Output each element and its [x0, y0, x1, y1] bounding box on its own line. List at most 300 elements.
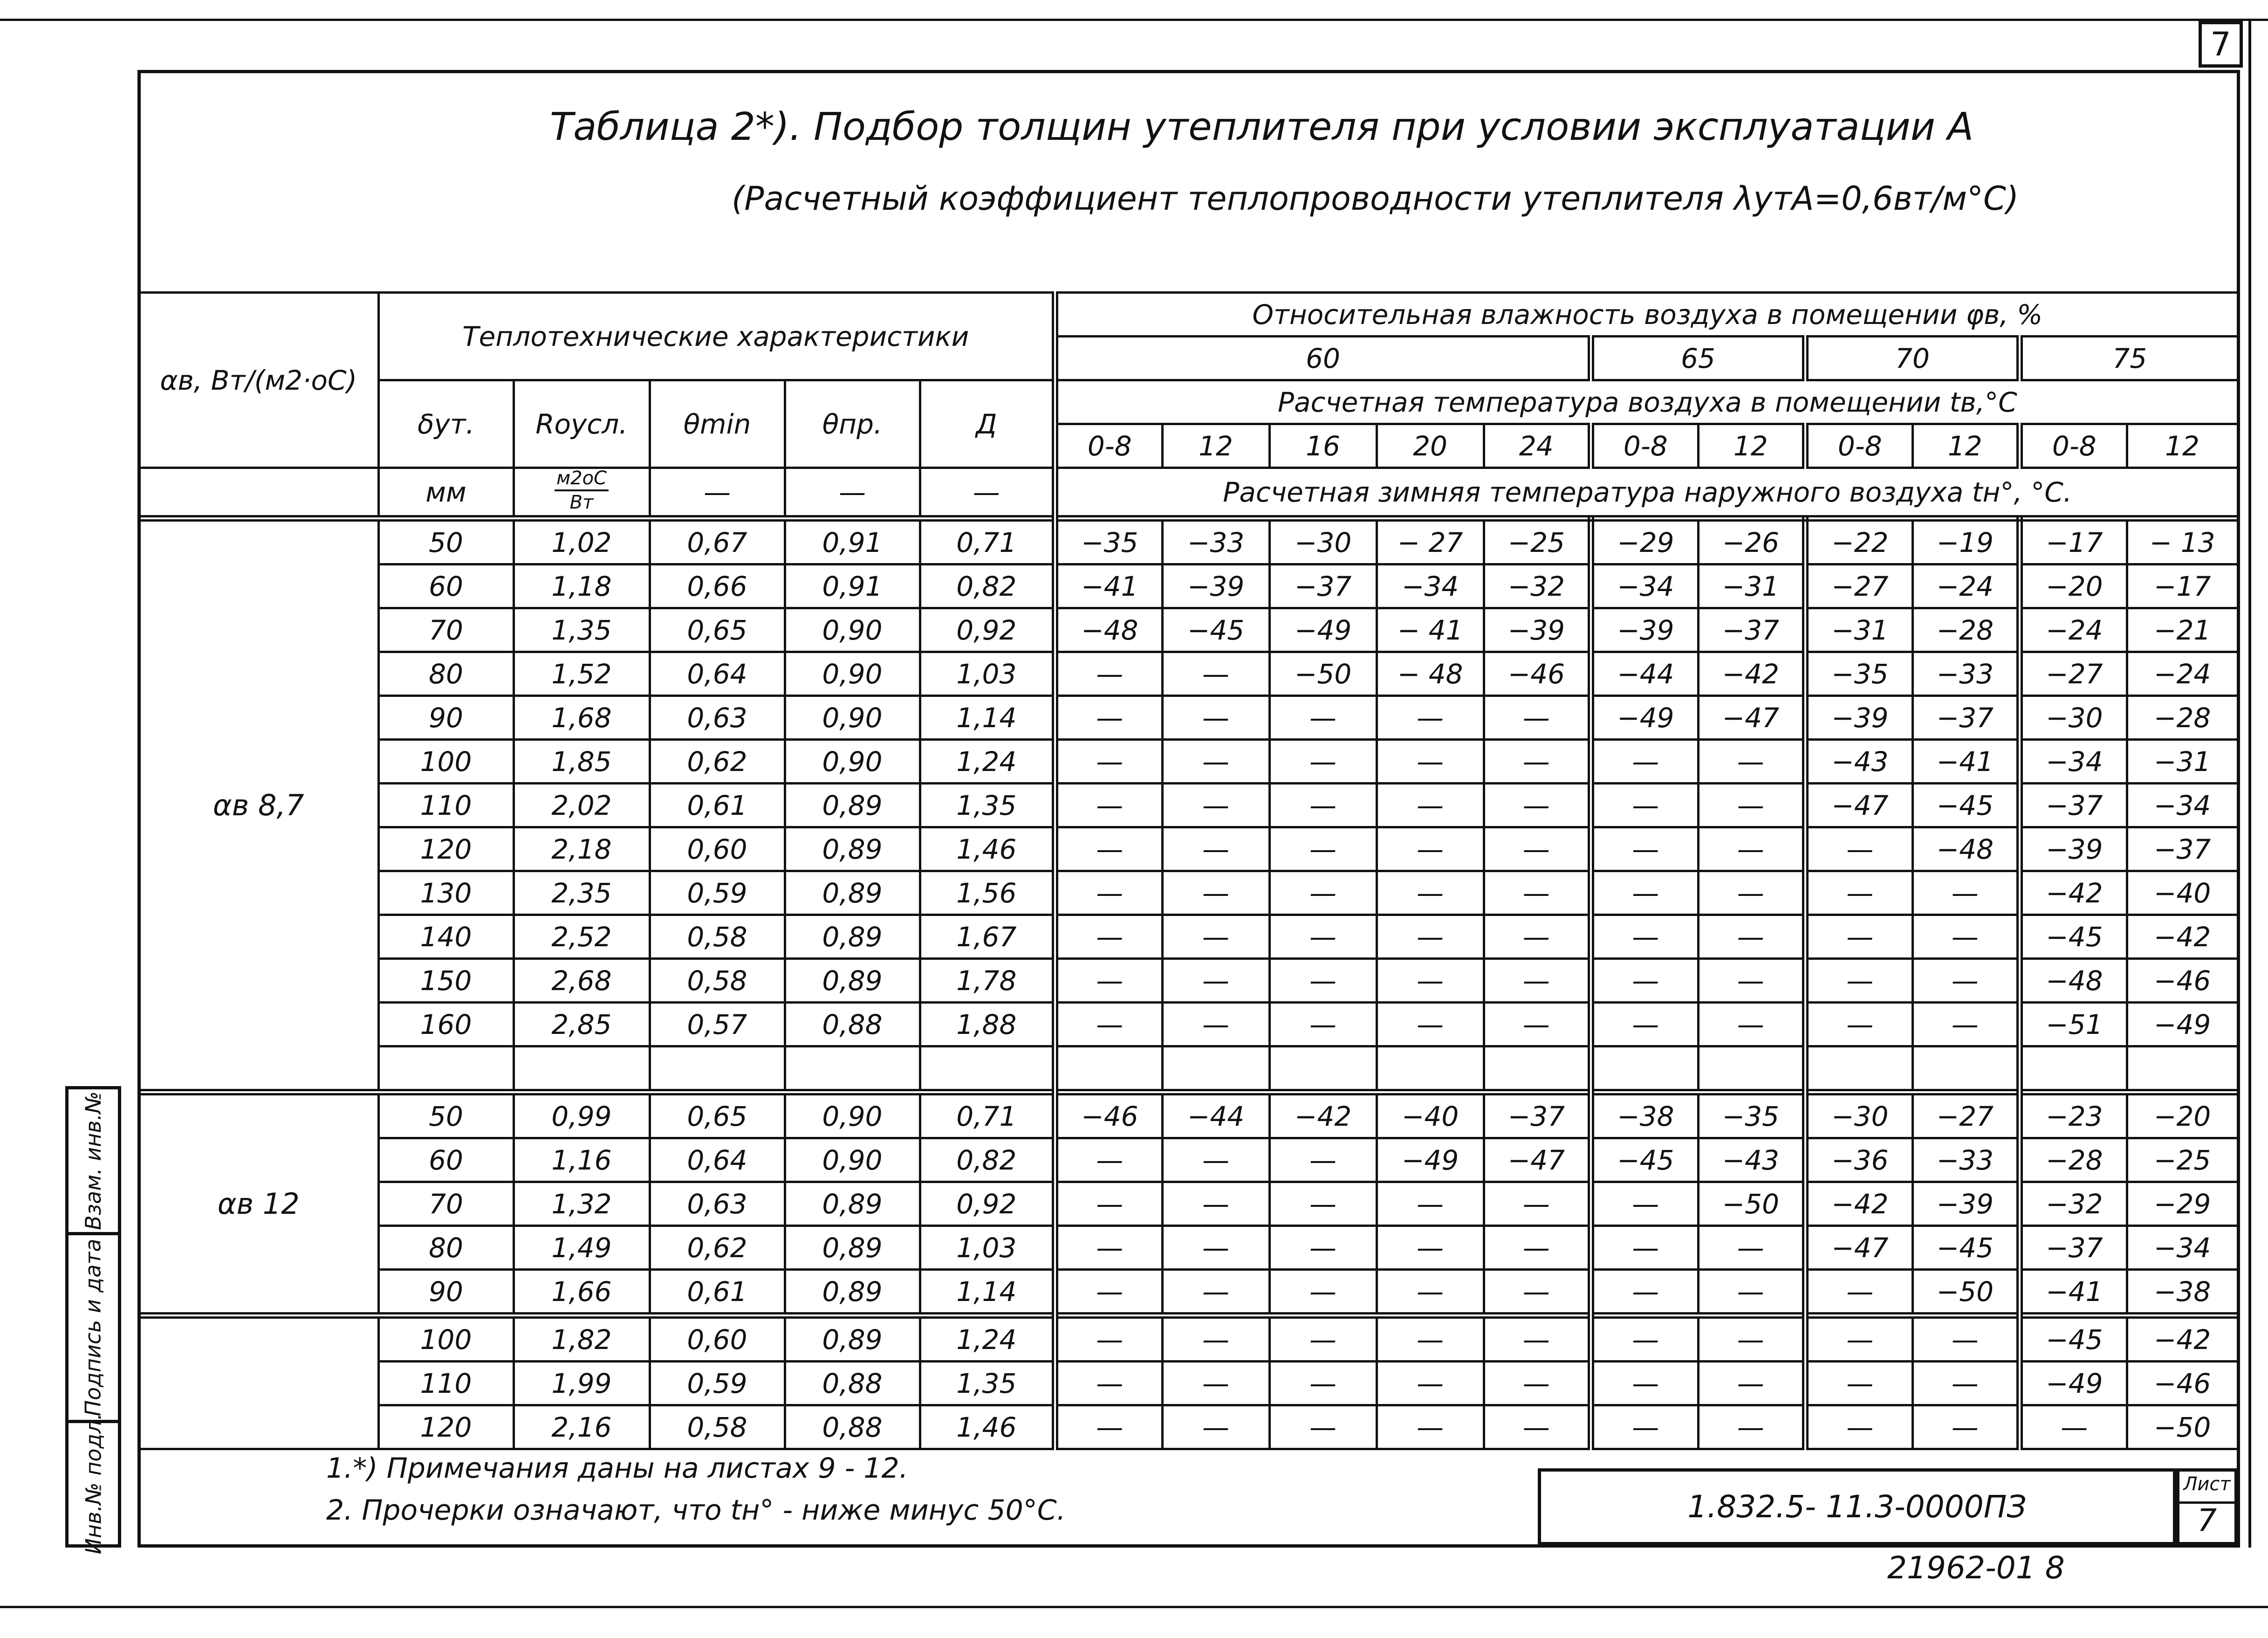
sheet-number-box	[2176, 1468, 2238, 1545]
table-cell-temperature: —	[1055, 1182, 1162, 1226]
table-cell-temperature: −41	[2020, 1270, 2127, 1316]
table-cell-temperature: −30	[2020, 696, 2127, 740]
table-cell-temperature: —	[1055, 1270, 1162, 1316]
table-cell-characteristic: 1,52	[514, 652, 650, 696]
table-cell-temperature: —	[1162, 827, 1269, 871]
table-cell-temperature: —	[1484, 740, 1591, 784]
table-cell-temperature: −42	[1269, 1092, 1377, 1138]
table-cell-temperature: —	[1055, 871, 1162, 915]
table-cell-temperature: −30	[1269, 518, 1377, 564]
group-2-body	[140, 1092, 2238, 1449]
table-cell-temperature: —	[1055, 959, 1162, 1003]
table-cell-temperature: −34	[1377, 564, 1484, 608]
table-cell-temperature: −49	[1591, 696, 1698, 740]
table-cell-temperature: —	[1162, 1405, 1269, 1449]
table-cell-temperature: —	[1269, 696, 1377, 740]
table-cell-temperature: −27	[1805, 564, 1912, 608]
table-cell-temperature: −48	[1912, 827, 2020, 871]
table-cell-characteristic: 1,03	[920, 652, 1055, 696]
table-cell-temperature: −39	[1484, 608, 1591, 652]
table-cell-temperature: —	[1162, 1315, 1269, 1362]
humidity-75: 75	[2020, 337, 2238, 380]
unit-mm: мм	[378, 468, 514, 519]
table-cell-temperature: −39	[1162, 564, 1269, 608]
table-cell-temperature: −31	[1698, 564, 1805, 608]
table-cell-temperature: −27	[1912, 1092, 2020, 1138]
table-cell-temperature: −40	[2127, 871, 2238, 915]
table-cell-temperature: —	[1698, 827, 1805, 871]
table-cell-temperature: −24	[2020, 608, 2127, 652]
table-cell-characteristic: 1,88	[920, 1003, 1055, 1046]
temp-col: 12	[1912, 424, 2020, 468]
table-cell-characteristic: 1,85	[514, 740, 650, 784]
empty-cell	[1377, 1046, 1484, 1093]
table-cell-characteristic: 1,35	[920, 1362, 1055, 1405]
table-cell-temperature: −49	[2020, 1362, 2127, 1405]
table-row	[140, 1182, 2238, 1226]
table-cell-temperature: —	[1377, 915, 1484, 959]
table-cell-characteristic: 1,24	[920, 1315, 1055, 1362]
table-cell-characteristic: 1,03	[920, 1226, 1055, 1270]
table-row	[140, 1270, 2238, 1316]
table-cell-temperature: −46	[2127, 959, 2238, 1003]
table-cell-temperature: —	[1162, 1362, 1269, 1405]
table-cell-temperature: —	[1377, 696, 1484, 740]
table-cell-temperature: —	[1055, 1315, 1162, 1362]
table-cell-temperature: −46	[1484, 652, 1591, 696]
table-cell-characteristic: 0,67	[650, 518, 785, 564]
table-cell-temperature: − 13	[2127, 518, 2238, 564]
table-cell-characteristic: 0,89	[785, 1182, 920, 1226]
table-cell-temperature: —	[1591, 1182, 1698, 1226]
humidity-60: 60	[1055, 337, 1591, 380]
table-cell-temperature: −50	[1912, 1270, 2020, 1316]
stamp-replace-inv-label: Взам. инв.№	[81, 1091, 106, 1230]
table-cell-temperature: —	[1269, 740, 1377, 784]
table-cell-characteristic: 160	[378, 1003, 514, 1046]
table-cell-temperature: −19	[1912, 518, 2020, 564]
table-cell-characteristic: 1,32	[514, 1182, 650, 1226]
empty-cell	[650, 1046, 785, 1093]
table-cell-temperature: —	[1162, 784, 1269, 827]
table-cell-temperature: —	[1269, 1182, 1377, 1226]
table-cell-temperature: —	[1698, 915, 1805, 959]
table-cell-characteristic: 0,90	[785, 608, 920, 652]
table-row	[140, 871, 2238, 915]
table-cell-temperature: —	[1055, 827, 1162, 871]
table-cell-temperature: —	[1484, 959, 1591, 1003]
table-cell-characteristic: 100	[378, 740, 514, 784]
unit-r-bottom: Вт	[569, 492, 594, 513]
page-number: 7	[2210, 25, 2231, 63]
table-cell-temperature: −25	[2127, 1138, 2238, 1182]
table-cell-temperature: −49	[1377, 1138, 1484, 1182]
table-cell-characteristic: 0,89	[785, 915, 920, 959]
table-cell-characteristic: 1,66	[514, 1270, 650, 1316]
table-cell-temperature: −41	[1055, 564, 1162, 608]
table-cell-characteristic: 120	[378, 1405, 514, 1449]
table-cell-characteristic: 1,24	[920, 740, 1055, 784]
stamp-inv-orig	[65, 1413, 121, 1555]
table-cell-temperature: −37	[2020, 1226, 2127, 1270]
empty-cell	[1805, 1046, 1912, 1093]
table-cell-characteristic: 80	[378, 1226, 514, 1270]
table-cell-temperature: −47	[1698, 696, 1805, 740]
stamp-sign-date-label: Подпись и дата	[81, 1239, 106, 1417]
table-cell-temperature: —	[1377, 740, 1484, 784]
table-cell-temperature: —	[1484, 1362, 1591, 1405]
table-cell-temperature: −39	[1591, 608, 1698, 652]
humidity-70: 70	[1805, 337, 2020, 380]
table-cell-temperature: −48	[2020, 959, 2127, 1003]
note-2: 2. Прочерки означают, что tн° - ниже минус 50°С.	[326, 1494, 1066, 1527]
empty-cell	[1162, 1046, 1269, 1093]
table-cell-characteristic: 70	[378, 608, 514, 652]
table-cell-characteristic: 0,88	[785, 1003, 920, 1046]
table-cell-temperature: —	[1912, 1315, 2020, 1362]
table-cell-temperature: −48	[1055, 608, 1162, 652]
table-cell-temperature: −47	[1805, 784, 1912, 827]
table-cell-temperature: —	[1377, 1270, 1484, 1316]
table-cell-characteristic: 0,58	[650, 1405, 785, 1449]
table-cell-temperature: −31	[1805, 608, 1912, 652]
table-row	[140, 959, 2238, 1003]
table-cell-temperature: −49	[2127, 1003, 2238, 1046]
table-cell-temperature: − 48	[1377, 652, 1484, 696]
table-row	[140, 1003, 2238, 1046]
table-cell-temperature: —	[1805, 1362, 1912, 1405]
table-row-empty	[140, 1046, 2238, 1093]
table-cell-temperature: −27	[2020, 652, 2127, 696]
table-cell-temperature: −24	[2127, 652, 2238, 696]
table-cell-temperature: −40	[1377, 1092, 1484, 1138]
temp-col: 12	[1698, 424, 1805, 468]
unit-dash: —	[920, 468, 1055, 519]
table-cell-temperature: —	[1805, 871, 1912, 915]
table-cell-temperature: −50	[2127, 1405, 2238, 1449]
table-cell-temperature: −28	[1912, 608, 2020, 652]
winter-temp-header: Расчетная зимняя температура наружного воздуха tн°, °С.	[1055, 468, 2238, 519]
empty-cell	[1591, 1046, 1698, 1093]
table-cell-temperature: −25	[1484, 518, 1591, 564]
table-cell-characteristic: 0,90	[785, 696, 920, 740]
alpha-header: αв, Вт/(м2·оС)	[140, 293, 378, 468]
table-row	[140, 1362, 2238, 1405]
table-cell-temperature: −42	[2127, 915, 2238, 959]
table-cell-temperature: —	[1698, 1362, 1805, 1405]
table-cell-temperature: —	[1698, 959, 1805, 1003]
table-cell-temperature: −45	[2020, 915, 2127, 959]
table-cell-temperature: —	[1377, 1315, 1484, 1362]
table-cell-temperature: —	[1377, 784, 1484, 827]
table-cell-temperature: —	[1377, 1405, 1484, 1449]
table-cell-temperature: —	[1591, 1226, 1698, 1270]
temp-col: 0-8	[1055, 424, 1162, 468]
table-cell-characteristic: 0,58	[650, 915, 785, 959]
table-cell-temperature: —	[2020, 1405, 2127, 1449]
table-cell-temperature: −46	[2127, 1362, 2238, 1405]
table-cell-characteristic: 2,16	[514, 1405, 650, 1449]
table-cell-temperature: −45	[1162, 608, 1269, 652]
table-cell-characteristic: 0,82	[920, 1138, 1055, 1182]
table-cell-characteristic: 0,90	[785, 652, 920, 696]
table-cell-temperature: —	[1162, 696, 1269, 740]
table-cell-temperature: −20	[2127, 1092, 2238, 1138]
table-cell-temperature: −22	[1805, 518, 1912, 564]
table-cell-characteristic: 0,58	[650, 959, 785, 1003]
table-cell-temperature: —	[1162, 959, 1269, 1003]
table-cell-temperature: −37	[2020, 784, 2127, 827]
page-number-box	[2199, 21, 2243, 68]
table-cell-characteristic: 1,18	[514, 564, 650, 608]
table-subtitle: (Расчетный коэффициент теплопроводности утеплителя λутА=0,6вт/м°С)	[732, 179, 2019, 218]
table-cell-temperature: −50	[1698, 1182, 1805, 1226]
table-cell-temperature: −42	[2020, 871, 2127, 915]
table-cell-characteristic: 0,61	[650, 1270, 785, 1316]
table-cell-characteristic: 1,49	[514, 1226, 650, 1270]
table-cell-temperature: −47	[1484, 1138, 1591, 1182]
table-cell-temperature: —	[1698, 1405, 1805, 1449]
group-1-body	[140, 518, 2238, 1092]
temp-col: 0-8	[2020, 424, 2127, 468]
table-cell-temperature: —	[1484, 1270, 1591, 1316]
table-cell-temperature: —	[1269, 827, 1377, 871]
table-cell-characteristic: 1,14	[920, 696, 1055, 740]
table-cell-temperature: —	[1698, 1315, 1805, 1362]
table-cell-characteristic: 2,02	[514, 784, 650, 827]
table-cell-temperature: —	[1055, 1138, 1162, 1182]
table-cell-characteristic: 50	[378, 1092, 514, 1138]
table-cell-temperature: —	[1377, 1362, 1484, 1405]
table-cell-temperature: −26	[1698, 518, 1805, 564]
table-cell-characteristic: 0,89	[785, 871, 920, 915]
table-cell-characteristic: 1,16	[514, 1138, 650, 1182]
table-cell-characteristic: 0,66	[650, 564, 785, 608]
table-cell-characteristic: 0,82	[920, 564, 1055, 608]
table-cell-temperature: —	[1055, 652, 1162, 696]
table-cell-temperature: −37	[1269, 564, 1377, 608]
table-cell-temperature: —	[1055, 784, 1162, 827]
table-cell-temperature: −36	[1805, 1138, 1912, 1182]
sheet-number: 7	[2197, 1502, 2217, 1538]
table-cell-characteristic: 2,35	[514, 871, 650, 915]
table-cell-temperature: −37	[1484, 1092, 1591, 1138]
table-cell-temperature: −42	[2127, 1315, 2238, 1362]
sheet-label: Лист	[2179, 1473, 2234, 1504]
table-cell-temperature: −34	[1591, 564, 1698, 608]
table-cell-characteristic: 0,89	[785, 1226, 920, 1270]
table-cell-characteristic: 1,35	[514, 608, 650, 652]
table-cell-temperature: —	[1591, 827, 1698, 871]
col-d: Д	[920, 380, 1055, 468]
unit-dash: —	[785, 468, 920, 519]
table-cell-characteristic: 90	[378, 1270, 514, 1316]
table-cell-temperature: —	[1591, 784, 1698, 827]
table-cell-temperature: —	[1055, 696, 1162, 740]
table-cell-temperature: —	[1805, 1270, 1912, 1316]
table-cell-temperature: —	[1591, 1405, 1698, 1449]
table-row	[140, 608, 2238, 652]
temp-col: 16	[1269, 424, 1377, 468]
table-cell-temperature: −33	[1162, 518, 1269, 564]
table-cell-temperature: −49	[1269, 608, 1377, 652]
table-cell-temperature: −29	[2127, 1182, 2238, 1226]
table-cell-characteristic: 110	[378, 1362, 514, 1405]
table-cell-characteristic: 80	[378, 652, 514, 696]
table-cell-temperature: —	[1698, 784, 1805, 827]
table-cell-temperature: —	[1591, 1362, 1698, 1405]
table-cell-characteristic: 60	[378, 564, 514, 608]
table-cell-temperature: —	[1055, 740, 1162, 784]
table-cell-temperature: —	[1162, 652, 1269, 696]
table-cell-temperature: —	[1162, 1138, 1269, 1182]
table-row	[140, 1226, 2238, 1270]
table-cell-characteristic: 0,60	[650, 1315, 785, 1362]
table-cell-characteristic: 1,99	[514, 1362, 650, 1405]
table-cell-temperature: —	[1055, 1226, 1162, 1270]
table-cell-temperature: —	[1377, 1226, 1484, 1270]
table-cell-characteristic: 0,89	[785, 827, 920, 871]
table-cell-characteristic: 1,46	[920, 1405, 1055, 1449]
table-cell-temperature: −45	[1912, 1226, 2020, 1270]
table-cell-temperature: —	[1377, 1003, 1484, 1046]
note-1: 1.*) Примечания даны на листах 9 - 12.	[326, 1452, 908, 1485]
table-cell-temperature: —	[1912, 1405, 2020, 1449]
table-cell-temperature: —	[1055, 915, 1162, 959]
table-cell-temperature: —	[1269, 1003, 1377, 1046]
header-row-3	[140, 380, 2238, 424]
table-cell-characteristic: 0,89	[785, 784, 920, 827]
table-cell-temperature: —	[1912, 1362, 2020, 1405]
stamp-replace-inv	[65, 1086, 121, 1235]
table-cell-temperature: —	[1484, 1226, 1591, 1270]
table-cell-temperature: —	[1912, 915, 2020, 959]
table-cell-temperature: —	[1805, 915, 1912, 959]
empty-cell	[514, 1046, 650, 1093]
alpha-group-label: αв 8,7	[140, 518, 378, 1092]
table-cell-characteristic: 0,88	[785, 1405, 920, 1449]
table-cell-temperature: −23	[2020, 1092, 2127, 1138]
table-cell-characteristic: 0,62	[650, 1226, 785, 1270]
humidity-header: Относительная влажность воздуха в помещении φв, %	[1055, 293, 2238, 337]
table-cell-characteristic: 0,89	[785, 959, 920, 1003]
table-cell-temperature: −35	[1805, 652, 1912, 696]
table-cell-temperature: −50	[1269, 652, 1377, 696]
insulation-table	[140, 291, 2239, 1450]
table-cell-temperature: —	[1484, 696, 1591, 740]
table-cell-temperature: −33	[1912, 1138, 2020, 1182]
table-cell-temperature: —	[1377, 959, 1484, 1003]
table-cell-temperature: −34	[2127, 1226, 2238, 1270]
table-cell-characteristic: 0,64	[650, 652, 785, 696]
empty-cell	[1269, 1046, 1377, 1093]
table-cell-characteristic: 0,92	[920, 1182, 1055, 1226]
table-cell-temperature: −43	[1805, 740, 1912, 784]
table-cell-temperature: —	[1484, 1003, 1591, 1046]
table-cell-temperature: —	[1912, 959, 2020, 1003]
table-cell-temperature: —	[1162, 1003, 1269, 1046]
unit-r	[514, 468, 650, 519]
table-cell-temperature: —	[1055, 1362, 1162, 1405]
table-cell-temperature: —	[1912, 871, 2020, 915]
table-cell-temperature: —	[1805, 1315, 1912, 1362]
empty-cell	[378, 1046, 514, 1093]
table-cell-temperature: —	[1162, 1270, 1269, 1316]
table-cell-temperature: −17	[2020, 518, 2127, 564]
table-cell-characteristic: 1,46	[920, 827, 1055, 871]
table-row	[140, 740, 2238, 784]
thermo-header: Теплотехнические характеристики	[378, 293, 1055, 380]
table-cell-temperature: −44	[1591, 652, 1698, 696]
table-cell-temperature: —	[1698, 871, 1805, 915]
table-cell-characteristic: 0,88	[785, 1362, 920, 1405]
temp-col: 0-8	[1591, 424, 1698, 468]
table-cell-characteristic: 90	[378, 696, 514, 740]
table-cell-temperature: —	[1162, 915, 1269, 959]
table-cell-characteristic: 0,63	[650, 696, 785, 740]
table-cell-temperature: —	[1484, 1315, 1591, 1362]
table-cell-temperature: −35	[1055, 518, 1162, 564]
table-row	[140, 1315, 2238, 1362]
table-cell-temperature: —	[1698, 740, 1805, 784]
table-row	[140, 564, 2238, 608]
table-cell-temperature: —	[1591, 1003, 1698, 1046]
table-cell-characteristic: 2,85	[514, 1003, 650, 1046]
table-cell-characteristic: 0,65	[650, 1092, 785, 1138]
table-cell-temperature: −51	[2020, 1003, 2127, 1046]
table-cell-temperature: —	[1591, 1315, 1698, 1362]
alpha-group-label: αв 12	[140, 1092, 378, 1315]
table-cell-temperature: −29	[1591, 518, 1698, 564]
table-cell-temperature: −42	[1698, 652, 1805, 696]
table-cell-characteristic: 1,78	[920, 959, 1055, 1003]
table-cell-characteristic: 0,91	[785, 564, 920, 608]
table-cell-temperature: —	[1698, 1003, 1805, 1046]
table-cell-characteristic: 1,35	[920, 784, 1055, 827]
table-cell-temperature: —	[1805, 1405, 1912, 1449]
table-row	[140, 784, 2238, 827]
table-cell-characteristic: 50	[378, 518, 514, 564]
table-cell-characteristic: 0,57	[650, 1003, 785, 1046]
table-cell-characteristic: 1,14	[920, 1270, 1055, 1316]
table-cell-characteristic: 2,52	[514, 915, 650, 959]
empty-cell	[2020, 1046, 2127, 1093]
stamp-inv-orig-label: Инв.№ подл.	[81, 1413, 106, 1555]
table-cell-characteristic: 100	[378, 1315, 514, 1362]
table-cell-temperature: —	[1269, 959, 1377, 1003]
table-cell-temperature: −20	[2020, 564, 2127, 608]
table-cell-characteristic: 1,56	[920, 871, 1055, 915]
table-cell-temperature: —	[1269, 871, 1377, 915]
table-cell-temperature: —	[1377, 1182, 1484, 1226]
table-cell-temperature: —	[1162, 740, 1269, 784]
table-cell-characteristic: 0,71	[920, 518, 1055, 564]
table-cell-temperature: −47	[1805, 1226, 1912, 1270]
table-cell-temperature: −17	[2127, 564, 2238, 608]
table-cell-temperature: —	[1484, 1182, 1591, 1226]
table-cell-characteristic: 0,99	[514, 1092, 650, 1138]
table-cell-temperature: −28	[2020, 1138, 2127, 1182]
table-cell-temperature: —	[1162, 871, 1269, 915]
table-cell-characteristic: 0,92	[920, 608, 1055, 652]
table-cell-temperature: −45	[1912, 784, 2020, 827]
table-cell-characteristic: 0,64	[650, 1138, 785, 1182]
alpha-group-blank	[140, 1315, 378, 1449]
table-cell-temperature: —	[1162, 1226, 1269, 1270]
empty-cell	[1912, 1046, 2020, 1093]
col-r: Rоусл.	[514, 380, 650, 468]
empty-cell	[1055, 1046, 1162, 1093]
